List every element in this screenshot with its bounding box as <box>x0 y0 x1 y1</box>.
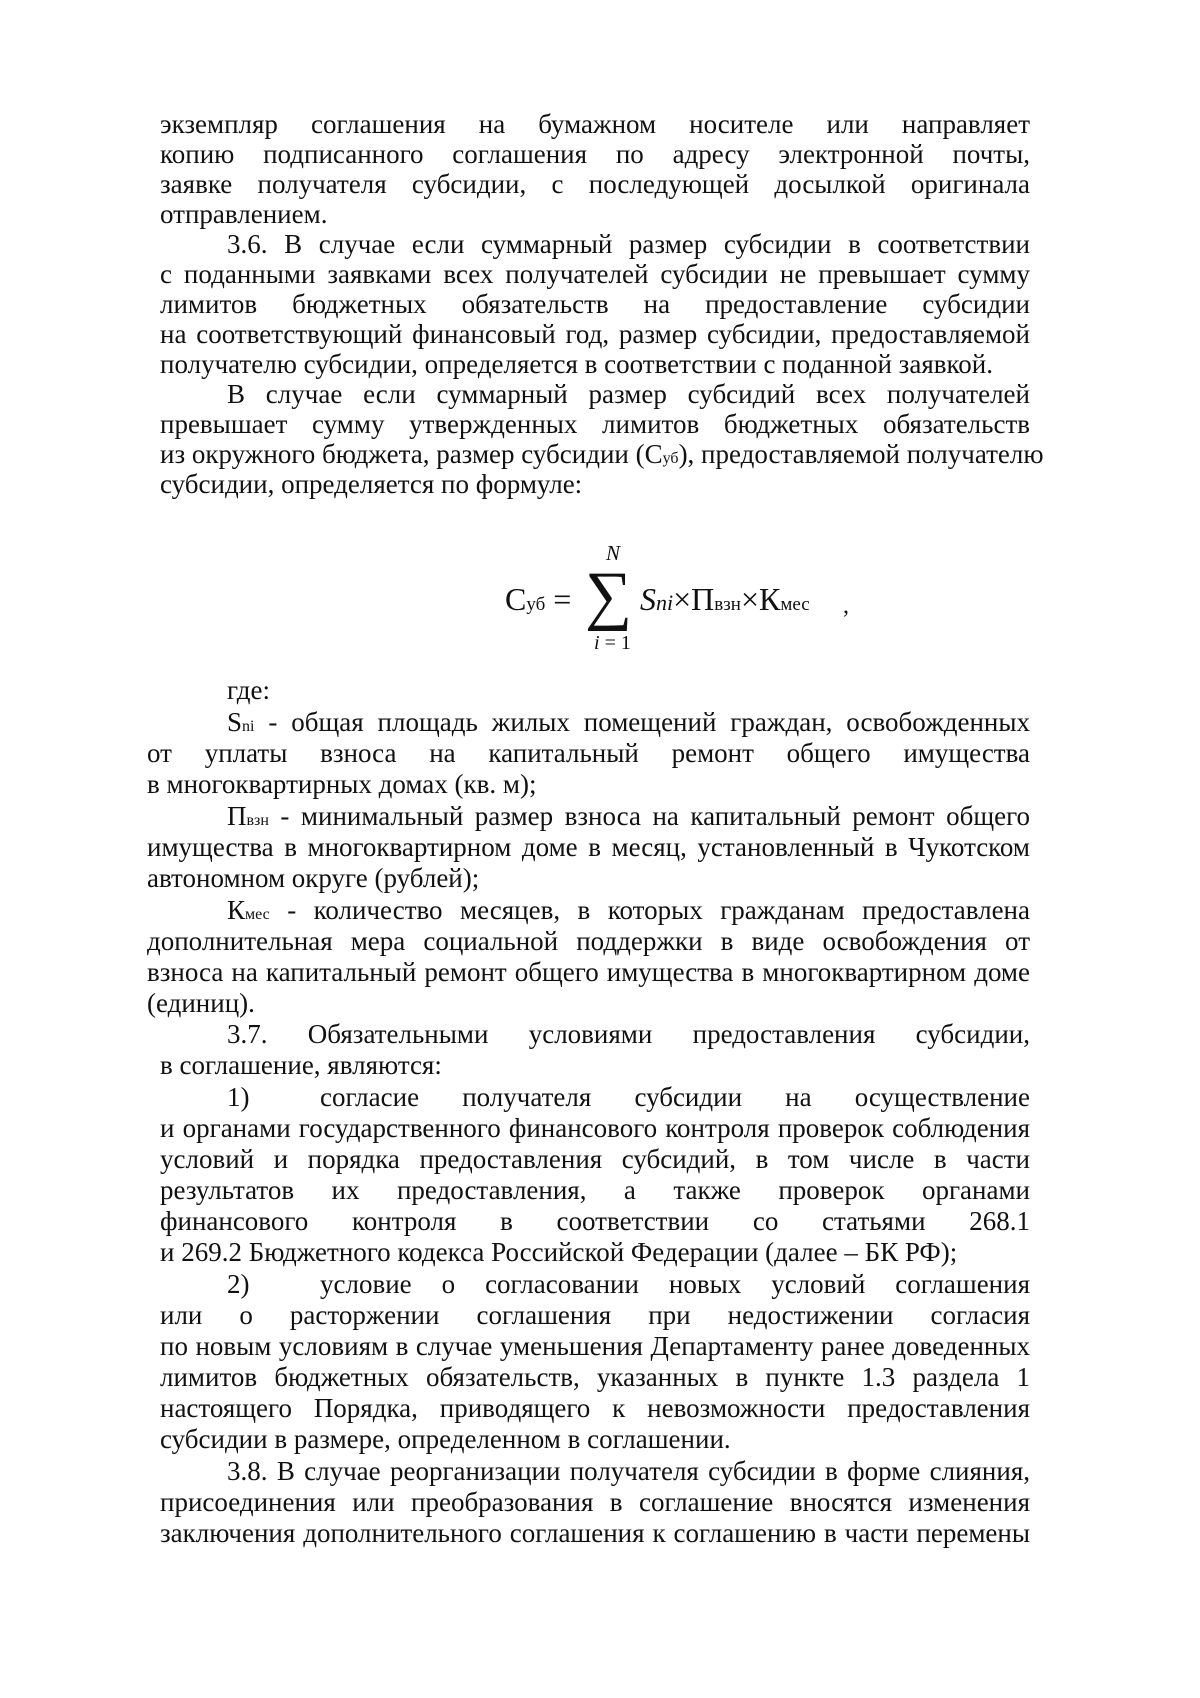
text-line: на соответствующий финансовый год, размер субсидии, предоставляемой <box>160 319 1030 349</box>
text-line: 3.7. Обязательными условиями предоставления субсидии, <box>227 1019 1030 1049</box>
formula-equals: = <box>553 581 572 617</box>
text-line: согласие получателя субсидии на осуществление <box>320 1082 1030 1112</box>
text-line: условий и порядка предоставления субсидий, в том числе в части <box>160 1144 1030 1174</box>
formula-lhs-subscript: уб <box>526 594 546 615</box>
text-line: субсидии в размере, определенном в соглашении. <box>160 1424 731 1454</box>
subscript: взн <box>246 812 269 829</box>
text-line: финансового контроля в соответствии со статьями 268.1 <box>160 1206 1030 1236</box>
text-fragment: - минимальный размер взноса на капитальный ремонт общего <box>268 801 1030 831</box>
formula-contribution-subscript: взн <box>714 594 741 615</box>
subscript: мес <box>245 906 270 923</box>
formula-rhs <box>640 581 810 618</box>
text-line: (единиц). <box>147 988 255 1018</box>
text-line: с поданными заявками всех получателей субсидии не превышает сумму <box>160 259 1030 289</box>
text-line: автономном округе (рублей); <box>147 863 480 893</box>
text-line: взноса на капитальный ремонт общего имущества в многоквартирном доме <box>147 957 1030 987</box>
text-line: от уплаты взноса на капитальный ремонт общего имущества <box>147 738 1030 768</box>
text-line: экземпляр соглашения на бумажном носителе или направляет <box>160 109 1030 139</box>
text-line: 3.6. В случае если суммарный размер субсидии в соответствии <box>227 229 1030 259</box>
text-line <box>227 706 1030 739</box>
formula-lhs-symbol: С <box>505 581 527 617</box>
list-marker: 2) <box>227 1269 250 1299</box>
text-line: настоящего Порядка, приводящего к невозможности предоставления <box>160 1393 1030 1423</box>
text-line: копию подписанного соглашения по адресу электронной почты, <box>160 139 1030 169</box>
formula-times: × <box>673 581 692 617</box>
sigma-icon: ∑ <box>585 559 633 632</box>
text-line: или о расторжении соглашения при недостижении согласия <box>160 1300 1030 1330</box>
formula-contribution-symbol: П <box>691 581 715 617</box>
formula-index: i <box>594 632 600 654</box>
text-fragment: - общая площадь жилых помещений граждан, освобожденных <box>254 707 1030 737</box>
text-fragment: S <box>227 707 243 737</box>
text-fragment: - количество месяцев, в которых гражданам предоставлена <box>269 895 1030 925</box>
text-fragment: ), предоставляемой получателю <box>678 439 1044 469</box>
text-line: в соглашение, являются: <box>160 1050 442 1080</box>
text-line: где: <box>227 675 270 705</box>
text-line: заявке получателя субсидии, с последующей досылкой оригинала <box>160 169 1030 199</box>
formula-sum-upper: N <box>606 541 621 565</box>
text-line: по новым условиям в случае уменьшения Департаменту ранее доведенных <box>160 1331 1030 1361</box>
text-fragment: К <box>227 895 246 925</box>
subscript: уб <box>662 450 679 467</box>
formula-index-start: = 1 <box>599 632 631 654</box>
text-line: отправлением. <box>160 199 328 229</box>
formula-months-symbol: К <box>758 581 781 617</box>
text-line: субсидии, определяется по формуле: <box>160 469 583 499</box>
formula-lhs <box>505 581 571 618</box>
text-line: результатов их предоставления, а также проверок органами <box>160 1175 1030 1205</box>
formula-area-symbol: S <box>640 581 656 617</box>
text-line: превышает сумму утвержденных лимитов бюджетных обязательств <box>160 409 1030 439</box>
text-line: имущества в многоквартирном доме в месяц, установленный в Чукотском <box>147 832 1030 862</box>
text-line: присоединения или преобразования в соглашение вносятся изменения <box>160 1487 1030 1517</box>
text-line: получателю субсидии, определяется в соответствии с поданной заявкой. <box>160 349 993 379</box>
text-line: условие о согласовании новых условий соглашения <box>320 1269 1030 1299</box>
text-line: В случае если суммарный размер субсидий всех получателей <box>227 379 1030 409</box>
text-line: и 269.2 Бюджетного кодекса Российской Федерации (далее – БК РФ); <box>160 1237 958 1267</box>
text-line: в многоквартирных домах (кв. м); <box>147 769 537 799</box>
formula-sum-lower <box>594 632 631 655</box>
subsidy-formula <box>505 541 865 658</box>
text-fragment: П <box>227 801 247 831</box>
formula-months-subscript: мес <box>780 594 810 615</box>
text-line: дополнительная мера социальной поддержки в виде освобождения от <box>147 926 1030 956</box>
text-fragment: из окружного бюджета, размер субсидии (С <box>160 439 663 469</box>
text-line <box>227 894 1030 927</box>
text-line: заключения дополнительного соглашения к соглашению в части перемены <box>160 1518 1030 1548</box>
subscript: ni <box>242 718 255 735</box>
text-line: лимитов бюджетных обязательств на предоставление субсидии <box>160 289 1030 319</box>
list-marker: 1) <box>227 1082 250 1112</box>
text-line: лимитов бюджетных обязательств, указанных в пункте 1.3 раздела 1 <box>160 1362 1030 1392</box>
formula-comma: , <box>843 593 849 619</box>
formula-area-subscript: ni <box>656 590 674 615</box>
text-line: и органами государственного финансового контроля проверок соблюдения <box>160 1113 1030 1143</box>
formula-times: × <box>740 581 759 617</box>
text-line: 3.8. В случае реорганизации получателя субсидии в форме слияния, <box>227 1456 1030 1486</box>
text-line <box>227 800 1030 833</box>
